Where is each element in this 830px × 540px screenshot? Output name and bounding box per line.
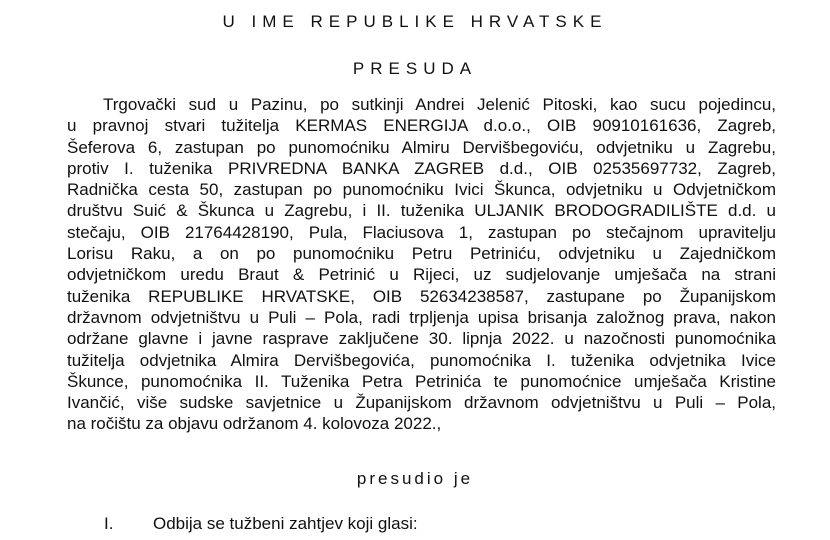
paragraph-line: u pravnoj stvari tužitelja KERMAS ENERGIJA d.o.o., OIB 90910161636, Zagreb,: [67, 116, 776, 136]
introductory-paragraph: [67, 94, 776, 435]
paragraph-line: održane glavne i javne rasprave zaključene 30. lipnja 2022. u nazočnosti punomoćnika: [67, 329, 776, 349]
paragraph-line: protiv I. tuženika PRIVREDNA BANKA ZAGREB d.d., OIB 02535697732, Zagreb,: [67, 158, 776, 178]
paragraph-line: Lorisu Raku, a on po punomoćniku Petru Petriniću, odvjetniku u Zajedničkom: [67, 244, 776, 264]
paragraph-line: Trgovački sud u Pazinu, po sutkinji Andrei Jelenić Pitoski, kao sucu pojedincu,: [103, 95, 776, 114]
paragraph-line: Radnička cesta 50, zastupan po punomoćniku Ivici Škunca, odvjetniku u Odvjetničkom: [67, 180, 776, 200]
paragraph-line: tužitelja odvjetnika Almira Dervišbegovića, punomoćnika I. tuženika odvjetnika Ivice: [67, 350, 776, 370]
paragraph-line: društvu Suić & Škunca u Zagrebu, i II. tuženika ULJANIK BRODOGRADILIŠTE d.d. u: [67, 201, 776, 221]
item-number: I.: [104, 514, 114, 533]
paragraph-line: tuženika REPUBLIKE HRVATSKE, OIB 52634238587, zastupane po Županijskom: [67, 286, 776, 306]
document-title: PRESUDA: [352, 59, 478, 78]
paragraph-line: Ivančić, više sudske savjetnice u Županijskom državnom odvjetništvu u Puli – Pola,: [67, 393, 776, 413]
paragraph-line: odvjetničkom uredu Braut & Petrinić u Rijeci, uz sudjelovanje umješača na strani: [67, 265, 776, 285]
document-heading: U IME REPUBLIKE HRVATSKE: [222, 12, 608, 31]
item-text: Odbija se tužbeni zahtjev koji glasi:: [153, 514, 418, 533]
verdict-heading: presudio je: [356, 469, 474, 488]
paragraph-line: na ročištu za objavu održanom 4. kolovoza 2022.,: [67, 414, 442, 434]
paragraph-line: stečaju, OIB 21764428190, Pula, Flaciusova 1, zastupan po stečajnom upravitelju: [67, 222, 776, 242]
paragraph-line: državnom odvjetništvu u Puli – Pola, radi trpljenja upisa brisanja založnog prava, nakon: [67, 307, 776, 327]
paragraph-line: Škunce, punomoćnika II. Tuženika Petra Petrinića te punomoćnice umješača Kristine: [67, 371, 776, 391]
paragraph-line: Šeferova 6, zastupan po punomoćniku Almiru Dervišbegoviću, odvjetniku u Zagrebu,: [67, 137, 776, 157]
